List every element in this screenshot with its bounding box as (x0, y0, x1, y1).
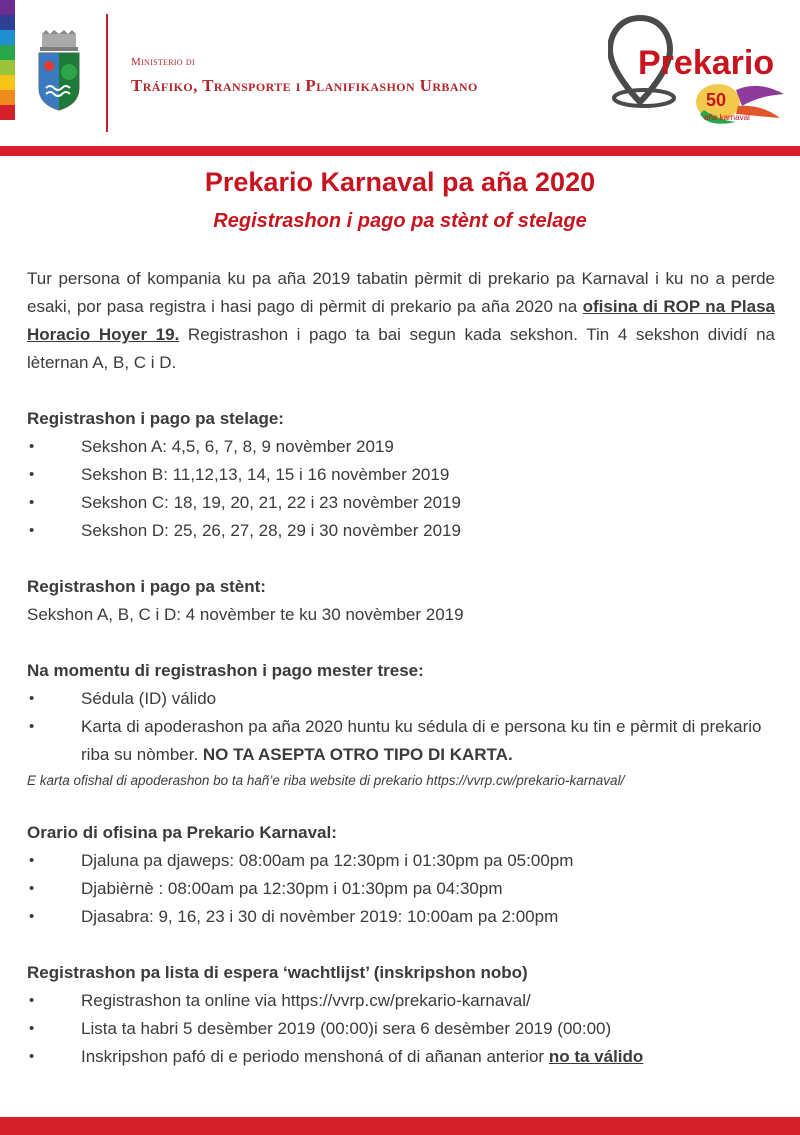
list-item: • Registrashon ta online via https://vvrp.cw/prekario-karnaval/ (27, 987, 775, 1015)
ministry-label: Ministerio di (131, 56, 195, 68)
intro-paragraph (27, 265, 775, 377)
top-red-bar (0, 146, 800, 156)
intro-text-2: Registrashon i pago ta bai segun kada sekshon. Tin 4 sekshon dividí na lèternan A, B, C i D. (27, 325, 775, 372)
list-item (27, 713, 775, 769)
logo-badge-number: 50 (706, 90, 727, 110)
intro-text-1: Tur persona of kompania ku pa aña 2019 tabatin pèrmit di prekario pa Karnaval i ku no a perde esaki, por pasa registra i hasi pago di pèrmit di prekario pa aña 2020 na (27, 269, 775, 316)
requirement-text: Karta di apoderashon pa aña 2020 huntu ku sédula di e persona ku tin e pèrmit di prekario riba su nòmber. (81, 717, 762, 764)
stelage-heading: Registrashon i pago pa stelage: (27, 409, 284, 428)
ministry-name: Tráfiko, Transporte i Planifikashon Urbano (131, 76, 478, 95)
list-item: • Sekshon B: 11,12,13, 14, 15 i 16 novèmber 2019 (27, 461, 775, 489)
list-item: • Sekshon A: 4,5, 6, 7, 8, 9 novèmber 2019 (27, 433, 775, 461)
hours-heading: Orario di ofisina pa Prekario Karnaval: (27, 823, 337, 842)
document-body (27, 265, 775, 1071)
waitlist-list (27, 987, 775, 1071)
color-stripe (0, 0, 15, 120)
requirements-list (27, 685, 775, 769)
list-item: • Djaluna pa djaweps: 08:00am pa 12:30pm i 01:30pm pa 05:00pm (27, 847, 775, 875)
page-title: Prekario Karnaval pa aña 2020 (204, 167, 596, 197)
requirements-heading: Na momentu di registrashon i pago mester trese: (27, 661, 424, 680)
website-note: E karta ofishal di apoderashon bo ta hañ’e riba website di prekario https://vvrp.cw/prekario-karnaval/ (27, 773, 625, 788)
list-item: • Sédula (ID) válido (27, 685, 775, 713)
logo-badge-text: aña karnaval (704, 113, 750, 122)
list-item: • Sekshon C: 18, 19, 20, 21, 22 i 23 novèmber 2019 (27, 489, 775, 517)
page-subtitle: Registrashon i pago pa stènt of stelage (213, 210, 587, 232)
stent-text: Sekshon A, B, C i D: 4 novèmber te ku 30 novèmber 2019 (27, 605, 464, 624)
office-address: ofisina di ROP na Plasa Horacio Hoyer 19. (27, 297, 775, 344)
list-item: • Djabièrnè : 08:00am pa 12:30pm i 01:30pm pa 04:30pm (27, 875, 775, 903)
header-divider (106, 14, 108, 132)
waitlist-heading: Registrashon pa lista di espera ‘wachtlijst’ (inskripshon nobo) (27, 963, 528, 982)
list-item (27, 1043, 775, 1071)
list-item: • Lista ta habri 5 desèmber 2019 (00:00)i sera 6 desèmber 2019 (00:00) (27, 1015, 775, 1043)
stelage-list (27, 433, 775, 545)
list-item: • Sekshon D: 25, 26, 27, 28, 29 i 30 novèmber 2019 (27, 517, 775, 545)
logo-text: Prekario (638, 44, 775, 82)
bottom-red-bar (0, 1117, 800, 1135)
list-item: • Djasabra: 9, 16, 23 i 30 di novèmber 2019: 10:00am pa 2:00pm (27, 903, 775, 931)
requirement-warning: NO TA ASEPTA OTRO TIPO DI KARTA. (202, 745, 513, 764)
stent-heading: Registrashon i pago pa stènt: (27, 577, 266, 596)
not-valid-label: no ta válido (548, 1047, 644, 1066)
hours-list (27, 847, 775, 931)
coat-of-arms-icon (34, 30, 84, 112)
prekario-logo (608, 10, 790, 138)
waitlist-text: Inskripshon pafó di e periodo menshoná of di añanan anterior (81, 1047, 549, 1066)
